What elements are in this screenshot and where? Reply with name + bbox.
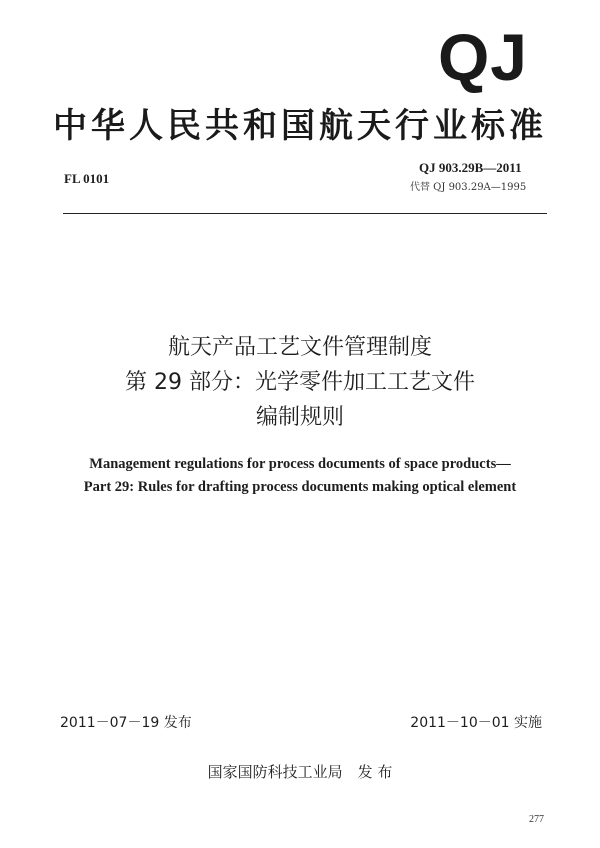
issuing-authority: 国家国防科技工业局 发 布	[207, 763, 393, 781]
standard-number: QJ 903.29B—2011	[419, 160, 522, 175]
cn-title-line-2: 第 29 部分：光学零件加工工艺文件	[125, 370, 475, 395]
en-title-line-1: Management regulations for process documents of space products—	[89, 456, 511, 472]
cn-title-line-1: 航天产品工艺文件管理制度	[167, 335, 432, 360]
en-title-line-2: Part 29: Rules for drafting process documents making optical element	[83, 479, 517, 495]
classification-code: FL 0101	[64, 171, 110, 186]
page-number: 277	[529, 814, 544, 825]
replaces-standard: 代替 QJ 903.29A—1995	[410, 182, 527, 193]
implementation-date: 2011－10－01 实施	[410, 715, 542, 731]
standard-logo: QJ	[437, 20, 528, 94]
header-divider	[63, 213, 547, 214]
org-title: 中华人民共和国航天行业标准	[53, 106, 547, 146]
issue-date: 2011－07－19 发布	[60, 715, 192, 731]
cn-title-line-3: 编制规则	[255, 405, 344, 430]
